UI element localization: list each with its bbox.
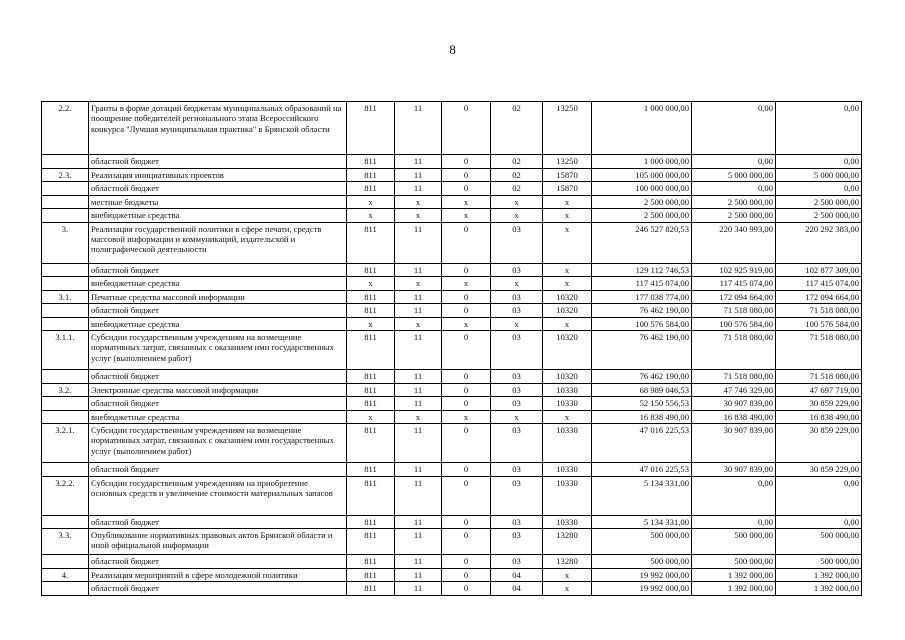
cell-code-direction: 10330: [543, 424, 592, 463]
cell-amount-year3: 16 838 490,00: [776, 410, 862, 424]
cell-code-pgp: 0: [442, 463, 491, 477]
cell-code-pgp: х: [442, 277, 491, 291]
cell-code-om: 03: [491, 304, 543, 318]
cell-amount-year2: 102 925 919,00: [692, 263, 776, 277]
cell-description: областной бюджет: [89, 370, 347, 384]
cell-code-om: 03: [491, 463, 543, 477]
cell-amount-year2: 500 000,00: [692, 529, 776, 555]
cell-code-gp: 11: [395, 370, 442, 384]
cell-description: областной бюджет: [89, 263, 347, 277]
cell-code-pgp: 0: [442, 370, 491, 384]
page-number: 8: [449, 42, 456, 57]
cell-code-gr: 811: [347, 304, 395, 318]
cell-amount-year1: 68 989 046,53: [592, 383, 692, 397]
cell-amount-year1: 100 000 000,00: [592, 182, 692, 196]
cell-code-om: х: [491, 410, 543, 424]
table-row: [42, 463, 862, 477]
table-row: [42, 304, 862, 318]
cell-code-gr: 811: [347, 263, 395, 277]
cell-amount-year3: 71 518 080,00: [776, 331, 862, 370]
cell-description: областной бюджет: [89, 397, 347, 411]
cell-code-direction: х: [543, 209, 592, 223]
cell-amount-year1: 100 576 584,00: [592, 317, 692, 331]
cell-description: внебюджетные средства: [89, 317, 347, 331]
cell-code-pgp: 0: [442, 424, 491, 463]
cell-description: Субсидии государственным учреждениям на возмещение нормативных затрат, связанных с оказанием ими государственных услуг (выполнением работ): [89, 424, 347, 463]
cell-amount-year2: 100 576 584,00: [692, 317, 776, 331]
cell-code-gr: 811: [347, 397, 395, 411]
cell-description: областной бюджет: [89, 155, 347, 169]
cell-code-gr: 811: [347, 182, 395, 196]
cell-number: [42, 317, 89, 331]
cell-amount-year1: 19 992 000,00: [592, 568, 692, 582]
cell-code-gp: 11: [395, 383, 442, 397]
cell-code-om: 03: [491, 290, 543, 304]
cell-number: [42, 263, 89, 277]
cell-description: Субсидии государственным учреждениям на возмещение нормативных затрат, связанных с оказанием ими государственных услуг (выполнением работ): [89, 331, 347, 370]
budget-table: [41, 101, 862, 596]
cell-code-direction: х: [543, 582, 592, 596]
cell-amount-year2: 2 500 000,00: [692, 209, 776, 223]
cell-amount-year3: 100 576 584,00: [776, 317, 862, 331]
cell-description: внебюджетные средства: [89, 410, 347, 424]
cell-code-gr: х: [347, 209, 395, 223]
cell-number: [42, 515, 89, 529]
cell-code-gp: х: [395, 317, 442, 331]
cell-code-om: 03: [491, 529, 543, 555]
cell-code-direction: 10330: [543, 397, 592, 411]
cell-amount-year3: 102 877 309,00: [776, 263, 862, 277]
cell-amount-year3: 0,00: [776, 155, 862, 169]
cell-number: 2.3.: [42, 168, 89, 182]
cell-amount-year3: 500 000,00: [776, 529, 862, 555]
cell-amount-year3: 172 094 664,00: [776, 290, 862, 304]
cell-description: Реализация инициативных проектов: [89, 168, 347, 182]
cell-code-gp: 11: [395, 424, 442, 463]
cell-code-gr: 811: [347, 555, 395, 569]
cell-code-gp: 11: [395, 182, 442, 196]
cell-amount-year3: 71 518 080,00: [776, 370, 862, 384]
cell-amount-year2: 30 907 839,00: [692, 397, 776, 411]
table-row: [42, 331, 862, 370]
cell-description: областной бюджет: [89, 582, 347, 596]
cell-code-direction: 10320: [543, 304, 592, 318]
cell-code-gr: 811: [347, 463, 395, 477]
cell-number: 3.: [42, 222, 89, 263]
cell-amount-year1: 52 150 556,53: [592, 397, 692, 411]
cell-amount-year2: 71 518 080,00: [692, 370, 776, 384]
table-row: [42, 370, 862, 384]
cell-code-gp: 11: [395, 290, 442, 304]
cell-code-om: 03: [491, 383, 543, 397]
cell-code-om: х: [491, 317, 543, 331]
cell-amount-year2: 16 838 490,00: [692, 410, 776, 424]
cell-amount-year1: 105 000 000,00: [592, 168, 692, 182]
cell-code-gp: 11: [395, 168, 442, 182]
cell-amount-year3: 71 518 080,00: [776, 304, 862, 318]
cell-code-pgp: 0: [442, 290, 491, 304]
cell-amount-year2: 5 000 000,00: [692, 168, 776, 182]
cell-amount-year3: 30 859 229,00: [776, 397, 862, 411]
cell-description: Реализация государственной политики в сфере печати, средств массовой информации и коммуникаций, издательской и полиграфической деятельности: [89, 222, 347, 263]
cell-code-gr: х: [347, 277, 395, 291]
cell-code-om: 02: [491, 182, 543, 196]
cell-code-pgp: х: [442, 209, 491, 223]
cell-description: областной бюджет: [89, 463, 347, 477]
cell-code-direction: 10330: [543, 383, 592, 397]
cell-number: [42, 209, 89, 223]
cell-description: Электронные средства массовой информации: [89, 383, 347, 397]
cell-description: внебюджетные средства: [89, 209, 347, 223]
cell-code-gr: 811: [347, 370, 395, 384]
cell-number: 3.3.: [42, 529, 89, 555]
table-row: [42, 568, 862, 582]
cell-amount-year1: 76 462 190,00: [592, 370, 692, 384]
cell-code-om: 02: [491, 102, 543, 155]
cell-code-gr: х: [347, 195, 395, 209]
cell-amount-year3: 500 000,00: [776, 555, 862, 569]
cell-amount-year2: 2 500 000,00: [692, 195, 776, 209]
table-body: [42, 102, 862, 596]
cell-code-direction: 10330: [543, 463, 592, 477]
cell-code-gp: 11: [395, 331, 442, 370]
cell-code-gr: 811: [347, 568, 395, 582]
cell-code-gr: 811: [347, 529, 395, 555]
cell-code-gp: х: [395, 277, 442, 291]
cell-description: областной бюджет: [89, 555, 347, 569]
cell-amount-year2: 47 746 329,00: [692, 383, 776, 397]
cell-code-om: 03: [491, 263, 543, 277]
cell-code-direction: х: [543, 195, 592, 209]
cell-code-gp: 11: [395, 102, 442, 155]
cell-amount-year1: 2 500 000,00: [592, 195, 692, 209]
cell-code-pgp: 0: [442, 476, 491, 515]
cell-amount-year3: 2 500 000,00: [776, 209, 862, 223]
cell-number: [42, 182, 89, 196]
cell-code-gp: 11: [395, 515, 442, 529]
cell-amount-year3: 30 859 229,00: [776, 463, 862, 477]
cell-code-gr: 811: [347, 331, 395, 370]
cell-code-gp: 11: [395, 263, 442, 277]
cell-code-direction: 10320: [543, 370, 592, 384]
table-row: [42, 168, 862, 182]
cell-code-gp: 11: [395, 476, 442, 515]
cell-code-direction: х: [543, 222, 592, 263]
cell-code-gp: 11: [395, 397, 442, 411]
cell-code-om: 03: [491, 476, 543, 515]
cell-number: 4.: [42, 568, 89, 582]
cell-code-om: 02: [491, 155, 543, 169]
cell-amount-year3: 0,00: [776, 515, 862, 529]
cell-amount-year2: 71 518 080,00: [692, 331, 776, 370]
cell-number: [42, 277, 89, 291]
table-row: [42, 155, 862, 169]
cell-number: 3.1.: [42, 290, 89, 304]
cell-amount-year3: 5 000 000,00: [776, 168, 862, 182]
cell-code-direction: 15870: [543, 168, 592, 182]
table-row: [42, 222, 862, 263]
cell-number: [42, 370, 89, 384]
cell-description: Реализация мероприятий в сфере молодежной политики: [89, 568, 347, 582]
cell-code-gp: 11: [395, 529, 442, 555]
cell-code-gp: 11: [395, 304, 442, 318]
cell-code-pgp: 0: [442, 555, 491, 569]
table-row: [42, 263, 862, 277]
table-row: [42, 476, 862, 515]
cell-amount-year3: 0,00: [776, 476, 862, 515]
cell-number: 3.2.: [42, 383, 89, 397]
cell-code-gr: 811: [347, 582, 395, 596]
cell-code-direction: х: [543, 317, 592, 331]
cell-code-pgp: 0: [442, 529, 491, 555]
cell-amount-year2: 30 907 839,00: [692, 463, 776, 477]
cell-code-pgp: 0: [442, 155, 491, 169]
cell-number: [42, 463, 89, 477]
cell-number: [42, 410, 89, 424]
cell-code-direction: 10330: [543, 476, 592, 515]
cell-number: [42, 555, 89, 569]
cell-code-pgp: 0: [442, 568, 491, 582]
cell-amount-year1: 129 112 746,53: [592, 263, 692, 277]
cell-number: [42, 304, 89, 318]
cell-number: 3.2.2.: [42, 476, 89, 515]
cell-amount-year3: 0,00: [776, 182, 862, 196]
cell-amount-year2: 172 094 664,00: [692, 290, 776, 304]
cell-code-pgp: х: [442, 410, 491, 424]
table-row: [42, 555, 862, 569]
cell-amount-year1: 1 000 000,00: [592, 102, 692, 155]
cell-code-om: 03: [491, 370, 543, 384]
cell-code-gr: 811: [347, 290, 395, 304]
cell-amount-year3: 47 697 719,00: [776, 383, 862, 397]
cell-description: областной бюджет: [89, 304, 347, 318]
cell-code-gr: 811: [347, 102, 395, 155]
cell-amount-year1: 5 134 331,00: [592, 515, 692, 529]
table-row: [42, 582, 862, 596]
cell-description: Гранты в форме дотаций бюджетам муниципальных образований на поощрение победителей регионального этапа Всероссийского конкурса "Лучшая муниципальная практика" в Брянской области: [89, 102, 347, 155]
cell-amount-year1: 117 415 074,00: [592, 277, 692, 291]
cell-amount-year1: 500 000,00: [592, 555, 692, 569]
cell-amount-year2: 71 518 080,00: [692, 304, 776, 318]
cell-code-pgp: х: [442, 195, 491, 209]
cell-code-direction: х: [543, 410, 592, 424]
cell-description: местные бюджеты: [89, 195, 347, 209]
table-row: [42, 515, 862, 529]
cell-code-om: 03: [491, 555, 543, 569]
cell-code-pgp: 0: [442, 383, 491, 397]
cell-amount-year2: 1 392 000,00: [692, 582, 776, 596]
cell-code-direction: 10330: [543, 515, 592, 529]
cell-code-direction: х: [543, 568, 592, 582]
table-row: [42, 290, 862, 304]
table-row: [42, 102, 862, 155]
cell-amount-year3: 2 500 000,00: [776, 195, 862, 209]
cell-amount-year1: 177 038 774,00: [592, 290, 692, 304]
cell-code-direction: 15870: [543, 182, 592, 196]
cell-code-om: 03: [491, 515, 543, 529]
cell-code-gr: 811: [347, 515, 395, 529]
cell-code-om: 03: [491, 331, 543, 370]
cell-code-direction: 10320: [543, 331, 592, 370]
cell-code-direction: 13280: [543, 529, 592, 555]
cell-amount-year1: 2 500 000,00: [592, 209, 692, 223]
cell-code-om: 03: [491, 424, 543, 463]
cell-description: Печатные средства массовой информации: [89, 290, 347, 304]
cell-amount-year3: 0,00: [776, 102, 862, 155]
cell-code-direction: 13280: [543, 555, 592, 569]
cell-code-om: х: [491, 195, 543, 209]
cell-code-gr: 811: [347, 383, 395, 397]
cell-code-direction: 13250: [543, 155, 592, 169]
cell-code-gp: 11: [395, 155, 442, 169]
cell-number: 3.2.1.: [42, 424, 89, 463]
cell-amount-year2: 1 392 000,00: [692, 568, 776, 582]
cell-amount-year3: 220 292 383,00: [776, 222, 862, 263]
table-row: [42, 317, 862, 331]
cell-code-om: 03: [491, 397, 543, 411]
cell-amount-year1: 19 992 000,00: [592, 582, 692, 596]
cell-amount-year1: 1 000 000,00: [592, 155, 692, 169]
cell-code-pgp: х: [442, 317, 491, 331]
cell-code-gr: 811: [347, 476, 395, 515]
cell-amount-year3: 30 859 229,00: [776, 424, 862, 463]
cell-code-om: 03: [491, 222, 543, 263]
cell-code-gr: х: [347, 317, 395, 331]
cell-amount-year2: 0,00: [692, 515, 776, 529]
cell-code-direction: х: [543, 263, 592, 277]
table-row: [42, 383, 862, 397]
cell-code-gp: х: [395, 195, 442, 209]
table-row: [42, 277, 862, 291]
cell-code-pgp: 0: [442, 102, 491, 155]
cell-number: [42, 195, 89, 209]
cell-code-gp: 11: [395, 568, 442, 582]
cell-code-pgp: 0: [442, 222, 491, 263]
cell-amount-year2: 0,00: [692, 155, 776, 169]
cell-amount-year1: 5 134 331,00: [592, 476, 692, 515]
cell-code-pgp: 0: [442, 304, 491, 318]
cell-code-gr: 811: [347, 155, 395, 169]
cell-amount-year2: 220 340 993,00: [692, 222, 776, 263]
cell-code-gr: 811: [347, 168, 395, 182]
table-row: [42, 182, 862, 196]
table-row: [42, 209, 862, 223]
cell-code-pgp: 0: [442, 168, 491, 182]
cell-code-pgp: 0: [442, 582, 491, 596]
cell-description: областной бюджет: [89, 182, 347, 196]
cell-code-pgp: 0: [442, 515, 491, 529]
cell-amount-year3: 1 392 000,00: [776, 568, 862, 582]
cell-amount-year1: 500 000,00: [592, 529, 692, 555]
table-row: [42, 195, 862, 209]
cell-amount-year3: 1 392 000,00: [776, 582, 862, 596]
cell-amount-year1: 246 527 820,53: [592, 222, 692, 263]
cell-amount-year2: 0,00: [692, 102, 776, 155]
cell-number: 2.2.: [42, 102, 89, 155]
cell-code-om: х: [491, 277, 543, 291]
cell-code-gp: 11: [395, 222, 442, 263]
cell-code-pgp: 0: [442, 182, 491, 196]
cell-code-gp: х: [395, 410, 442, 424]
cell-amount-year1: 16 838 490,00: [592, 410, 692, 424]
cell-code-pgp: 0: [442, 397, 491, 411]
cell-code-direction: х: [543, 277, 592, 291]
cell-amount-year1: 76 462 190,00: [592, 304, 692, 318]
cell-code-gp: 11: [395, 582, 442, 596]
cell-code-pgp: 0: [442, 263, 491, 277]
cell-code-pgp: 0: [442, 331, 491, 370]
cell-amount-year2: 500 000,00: [692, 555, 776, 569]
cell-amount-year2: 0,00: [692, 182, 776, 196]
cell-number: [42, 582, 89, 596]
cell-code-om: х: [491, 209, 543, 223]
table-row: [42, 529, 862, 555]
cell-description: Субсидии государственным учреждениям на приобретение основных средств и увеличение стоимости материальных запасов: [89, 476, 347, 515]
cell-code-gp: 11: [395, 463, 442, 477]
cell-amount-year2: 117 415 074,00: [692, 277, 776, 291]
cell-code-om: 04: [491, 582, 543, 596]
cell-amount-year1: 76 462 190,00: [592, 331, 692, 370]
cell-amount-year2: 30 907 839,00: [692, 424, 776, 463]
cell-code-direction: 10320: [543, 290, 592, 304]
cell-description: внебюджетные средства: [89, 277, 347, 291]
cell-number: 3.1.1.: [42, 331, 89, 370]
cell-amount-year1: 47 016 225,53: [592, 463, 692, 477]
cell-amount-year1: 47 016 225,53: [592, 424, 692, 463]
table-row: [42, 397, 862, 411]
cell-amount-year2: 0,00: [692, 476, 776, 515]
table-row: [42, 410, 862, 424]
cell-code-gr: 811: [347, 222, 395, 263]
cell-code-om: 02: [491, 168, 543, 182]
cell-number: [42, 155, 89, 169]
cell-description: областной бюджет: [89, 515, 347, 529]
cell-code-direction: 13250: [543, 102, 592, 155]
cell-code-gr: х: [347, 410, 395, 424]
cell-number: [42, 397, 89, 411]
cell-code-gr: 811: [347, 424, 395, 463]
table-row: [42, 424, 862, 463]
cell-code-gp: х: [395, 209, 442, 223]
cell-code-om: 04: [491, 568, 543, 582]
cell-description: Опубликование нормативных правовых актов Брянской области и иной официальной информации: [89, 529, 347, 555]
cell-amount-year3: 117 415 074,00: [776, 277, 862, 291]
cell-code-gp: 11: [395, 555, 442, 569]
